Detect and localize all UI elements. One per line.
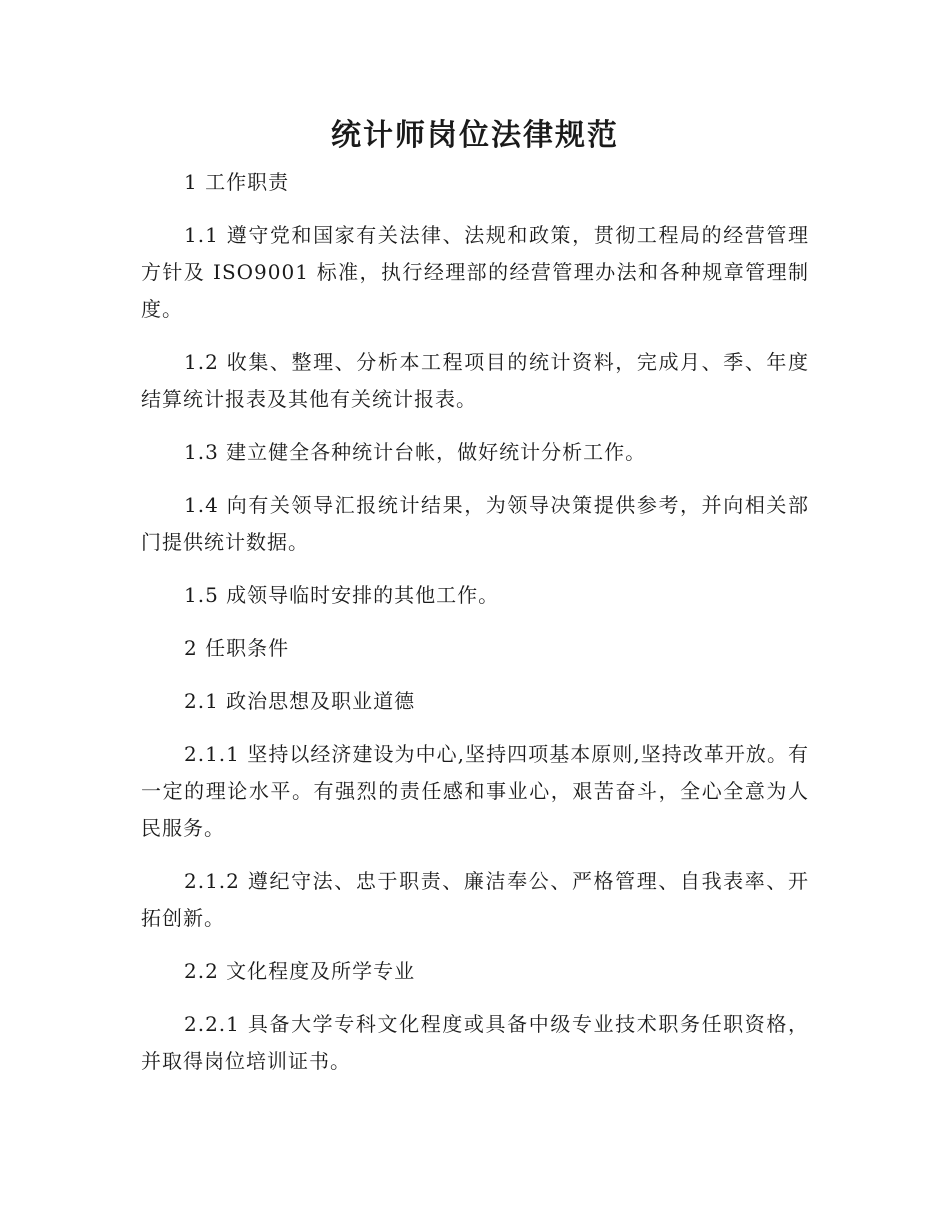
paragraph-1-4: 1.4 向有关领导汇报统计结果，为领导决策提供参考，并向相关部门提供统计数据。 (141, 493, 809, 554)
subsection-heading-2-2: 2.2 文化程度及所学专业 (184, 959, 416, 983)
paragraph-2-2-1: 2.2.1 具备大学专科文化程度或具备中级专业技术职务任职资格，并取得岗位培训证书。 (141, 1012, 809, 1073)
paragraph-2-1-1: 2.1.1 坚持以经济建设为中心,坚持四项基本原则,坚持改革开放。有一定的理论水平。有强烈的责任感和事业心，艰苦奋斗，全心全意为人民服务。 (141, 742, 809, 840)
paragraph-1-1: 1.1 遵守党和国家有关法律、法规和政策，贯彻工程局的经营管理方针及 ISO9001 标准，执行经理部的经营管理办法和各种规章管理制度。 (141, 223, 809, 321)
subsection-heading-2-1: 2.1 政治思想及职业道德 (184, 689, 416, 713)
paragraph-1-2: 1.2 收集、整理、分析本工程项目的统计资料，完成月、季、年度结算统计报表及其他有关统计报表。 (141, 350, 809, 411)
document-title: 统计师岗位法律规范 (331, 118, 619, 153)
paragraph-2-1-2: 2.1.2 遵纪守法、忠于职责、廉洁奉公、严格管理、自我表率、开拓创新。 (141, 869, 809, 930)
paragraph-1-5: 1.5 成领导临时安排的其他工作。 (184, 583, 500, 607)
section-heading-1: 1 工作职责 (184, 170, 290, 194)
paragraph-1-3: 1.3 建立健全各种统计台帐，做好统计分析工作。 (184, 440, 647, 464)
document-body (141, 164, 809, 1096)
section-heading-2: 2 任职条件 (184, 636, 290, 660)
